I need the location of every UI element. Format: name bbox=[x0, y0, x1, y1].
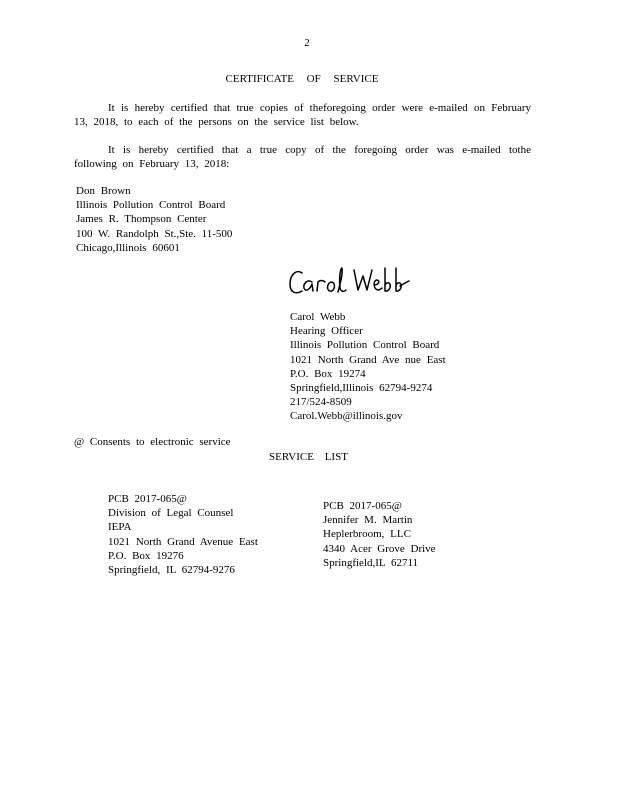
officer-title: Hearing Officer bbox=[290, 325, 363, 338]
recipient-address bbox=[76, 184, 232, 255]
entry-agency: IEPA bbox=[108, 521, 132, 534]
entry-street: 1021 North Grand Avenue East bbox=[108, 535, 258, 548]
case-number: PCB 2017-065@ bbox=[108, 493, 187, 505]
service-list-entry-left bbox=[108, 492, 258, 577]
paragraph-text: It is hereby certified that true copies of theforegoing order were e-mailed on February 13, 2018, to each of the persons on the service list below. bbox=[74, 102, 531, 129]
entry-person: Jennifer M. Martin bbox=[323, 514, 413, 527]
recipient-name: Don Brown bbox=[76, 185, 131, 197]
recipient-building: James R. Thompson Center bbox=[76, 213, 207, 226]
officer-street: 1021 North Grand Ave nue East bbox=[290, 353, 446, 366]
recipient-city: Chicago,Illinois 60601 bbox=[76, 241, 180, 254]
officer-email: Carol.Webb@illinois.gov bbox=[290, 410, 403, 423]
recipient-street: 100 W. Randolph St.,Ste. 11-500 bbox=[76, 227, 233, 240]
certification-paragraph-2 bbox=[74, 143, 531, 172]
entry-division: Division of Legal Counsel bbox=[108, 507, 234, 520]
officer-organization: Illinois Pollution Control Board bbox=[290, 339, 440, 352]
hearing-officer-block bbox=[290, 310, 446, 424]
page-number: 2 bbox=[304, 37, 310, 49]
officer-city: Springfield,Illinois 62794-9274 bbox=[290, 382, 433, 395]
service-list-title: SERVICE LIST bbox=[269, 451, 348, 463]
consents-note: @ Consents to electronic service bbox=[74, 436, 231, 448]
entry-firm: Heplerbroom, LLC bbox=[323, 528, 411, 541]
handwritten-signature bbox=[288, 264, 412, 300]
entry-city: Springfield, IL 62794-9276 bbox=[108, 564, 235, 577]
certificate-title: CERTIFICATE OF SERVICE bbox=[225, 73, 379, 85]
signature-image bbox=[288, 264, 412, 300]
service-list-entry-right bbox=[323, 499, 436, 570]
case-number: PCB 2017-065@ bbox=[323, 500, 402, 512]
officer-po-box: P.O. Box 19274 bbox=[290, 367, 366, 380]
recipient-organization: Illinois Pollution Control Board bbox=[76, 199, 226, 212]
paragraph-text: It is hereby certified that a true copy of the foregoing order was e-mailed tothe following on February 13, 2018: bbox=[74, 144, 531, 171]
entry-city: Springfield,IL 62711 bbox=[323, 556, 419, 569]
officer-name: Carol Webb bbox=[290, 311, 346, 323]
entry-po-box: P.O. Box 19276 bbox=[108, 549, 184, 562]
certification-paragraph-1 bbox=[74, 101, 531, 130]
entry-street: 4340 Acer Grove Drive bbox=[323, 542, 436, 555]
officer-phone: 217/524-8509 bbox=[290, 396, 352, 409]
